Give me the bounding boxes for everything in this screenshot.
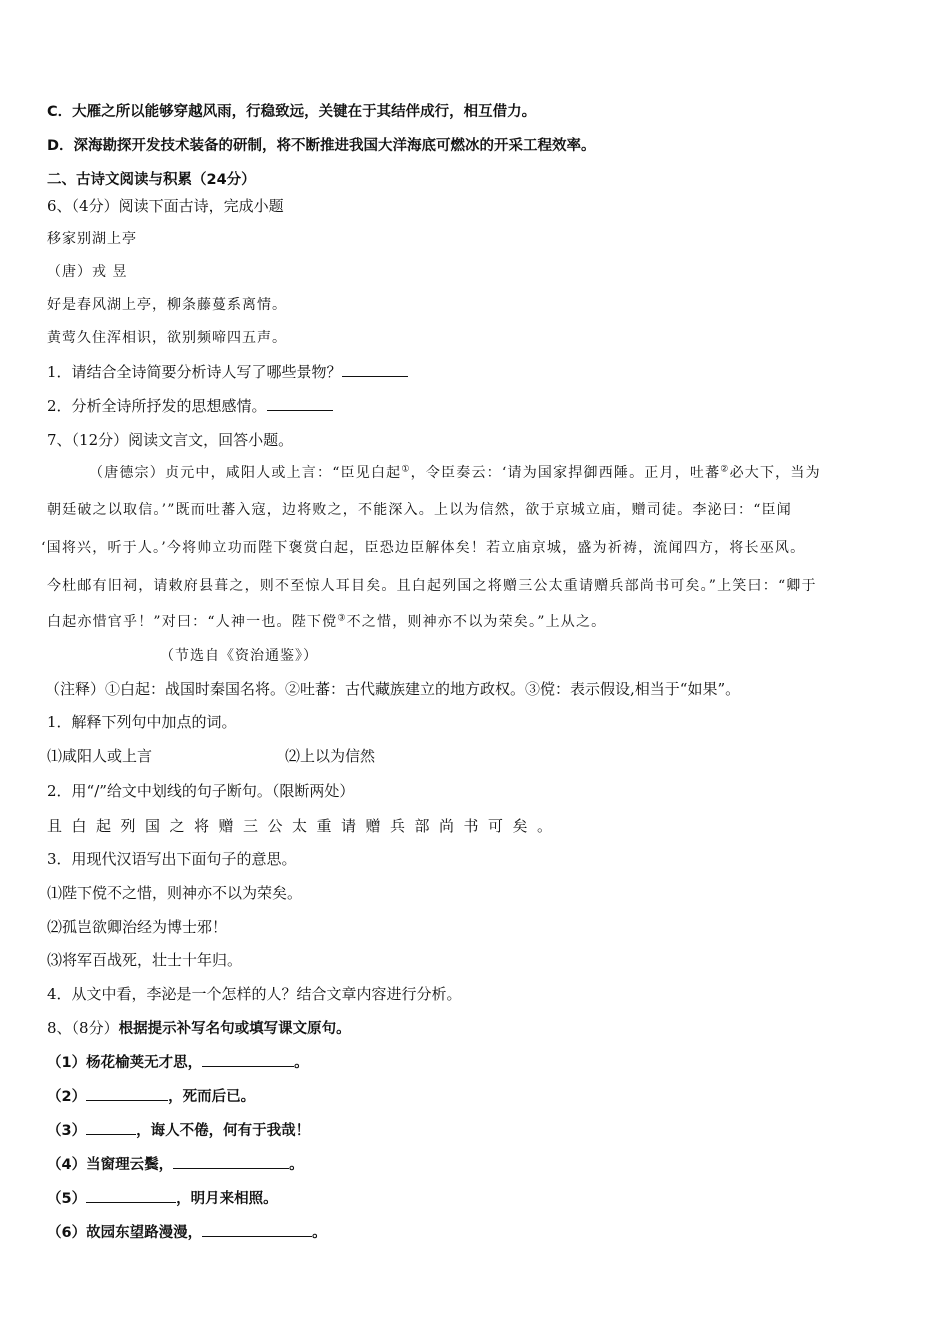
- question-6-2: [47, 396, 333, 416]
- question-7-3a: ⑴陛下傥不之惜，则神亦不以为荣矣。: [47, 884, 303, 902]
- passage-line: [89, 463, 903, 483]
- answer-blank[interactable]: [267, 396, 333, 411]
- footnote-marker: ③: [337, 613, 347, 624]
- annotation-notes: （注释）①白起：战国时秦国名将。②吐蕃：古代藏族建立的地方政权。③傥：表示假设,相当于“如果”。: [45, 680, 741, 698]
- passage-text: ，令臣奏云：‘请为国家捍御西陲。正月，吐蕃: [410, 465, 721, 481]
- passage-text: （唐德宗）贞元中，咸阳人或上言：“臣见白起: [89, 465, 402, 481]
- passage-line: 今杜邮有旧祠，请敕府县葺之，则不至惊人耳目矣。且白起列国之将赠三公太重请赠兵部尚书可矣。”上笑曰：“卿于: [47, 578, 817, 594]
- fill-item-4: [47, 1154, 304, 1175]
- fill-text: 。: [294, 1055, 309, 1071]
- poem-line: 好是春风湖上亭，柳条藤蔓系离情。: [47, 297, 287, 313]
- fill-text: 。: [289, 1157, 304, 1173]
- question-7-3c: ⑶将军百战死，壮士十年归。: [47, 951, 243, 969]
- sentence-to-punctuate: 且白起列国之将赠三公太重请赠兵部尚书可矣。: [47, 817, 562, 835]
- fill-text: （5）: [47, 1191, 87, 1207]
- question-text: 1．请结合全诗简要分析诗人写了哪些景物？: [47, 363, 342, 381]
- question-6-1: [47, 362, 408, 382]
- question-7-4: 4．从文中看，李泌是一个怎样的人？结合文章内容进行分析。: [47, 985, 462, 1003]
- question-6-heading: 6、（4分）阅读下面古诗，完成小题: [47, 197, 284, 215]
- poem-line: 黄莺久住浑相识，欲别频啼四五声。: [47, 330, 287, 346]
- passage-line: 朝廷破之以取信。’”既而吐蕃入寇，边将败之，不能深入。上以为信然，欲于京城立庙，赠司徒。李泌曰：“臣闻: [47, 502, 792, 518]
- fill-text: （6）故园东望路漫漫，: [47, 1225, 203, 1241]
- footnote-marker: ②: [720, 464, 730, 475]
- question-7-3: 3．用现代汉语写出下面句子的意思。: [47, 850, 297, 868]
- answer-blank[interactable]: [342, 362, 408, 377]
- passage-line: [47, 612, 903, 632]
- question-7-heading: 7、（12分）阅读文言文，回答小题。: [47, 431, 294, 449]
- answer-blank[interactable]: [202, 1222, 312, 1237]
- fill-text: ，诲人不倦，何有于我哉！: [136, 1123, 311, 1139]
- question-number: 8、（8分）: [47, 1019, 119, 1037]
- section-heading: 二、古诗文阅读与积累（24分）: [47, 172, 256, 188]
- question-7-1: 1．解释下列句中加点的词。: [47, 713, 237, 731]
- fill-item-3: [47, 1120, 310, 1141]
- fill-text: （4）当窗理云鬓，: [47, 1157, 174, 1173]
- passage-text: 白起亦惜官乎！”对曰：“人神一也。陛下傥: [47, 614, 338, 630]
- question-7-1a: ⑴咸阳人或上言: [47, 747, 153, 765]
- question-text: 2．分析全诗所抒发的思想感情。: [47, 397, 267, 415]
- question-8-heading: [47, 1018, 351, 1039]
- footnote-marker: ①: [401, 464, 411, 475]
- question-text: 根据提示补写名句或填写课文原句。: [118, 1021, 351, 1037]
- fill-text: 。: [312, 1225, 327, 1241]
- fill-text: （1）杨花榆荚无才思，: [47, 1055, 203, 1071]
- passage-source: （节选自《资治通鉴》）: [160, 648, 318, 664]
- fill-text: ，明月来相照。: [176, 1191, 278, 1207]
- question-7-1b: ⑵上以为信然: [285, 747, 376, 765]
- answer-blank[interactable]: [86, 1086, 168, 1101]
- poem-author: （唐）戎 昱: [47, 264, 128, 280]
- passage-line: ‘国将兴，听于人。’今将帅立功而陛下褒赏白起，臣恐边臣解体矣！若立庙京城，盛为祈祷，流闻四方，将长巫风。: [41, 540, 806, 556]
- fill-item-1: [47, 1052, 309, 1073]
- option-d: D．深海勘探开发技术装备的研制，将不断推进我国大洋海底可燃冰的开采工程效率。: [47, 138, 596, 154]
- fill-item-2: [47, 1086, 255, 1107]
- fill-item-6: [47, 1222, 327, 1243]
- answer-blank[interactable]: [86, 1120, 136, 1135]
- answer-blank[interactable]: [86, 1188, 176, 1203]
- question-7-3b: ⑵孤岂欲卿治经为博士邪！: [47, 918, 228, 936]
- option-c: C．大雁之所以能够穿越风雨，行稳致远，关键在于其结伴成行，相互借力。: [47, 104, 537, 120]
- poem-title: 移家别湖上亭: [47, 231, 137, 247]
- fill-text: （3）: [47, 1123, 87, 1139]
- fill-text: （2）: [47, 1089, 87, 1105]
- answer-blank[interactable]: [202, 1052, 294, 1067]
- passage-text: 不之惜，则神亦不以为荣矣。”上从之。: [346, 614, 607, 630]
- question-7-2: 2．用“/”给文中划线的句子断句。（限断两处）: [47, 782, 355, 800]
- passage-text: 必大下，当为: [729, 465, 821, 481]
- fill-text: ，死而后已。: [168, 1089, 256, 1105]
- fill-item-5: [47, 1188, 278, 1209]
- answer-blank[interactable]: [173, 1154, 289, 1169]
